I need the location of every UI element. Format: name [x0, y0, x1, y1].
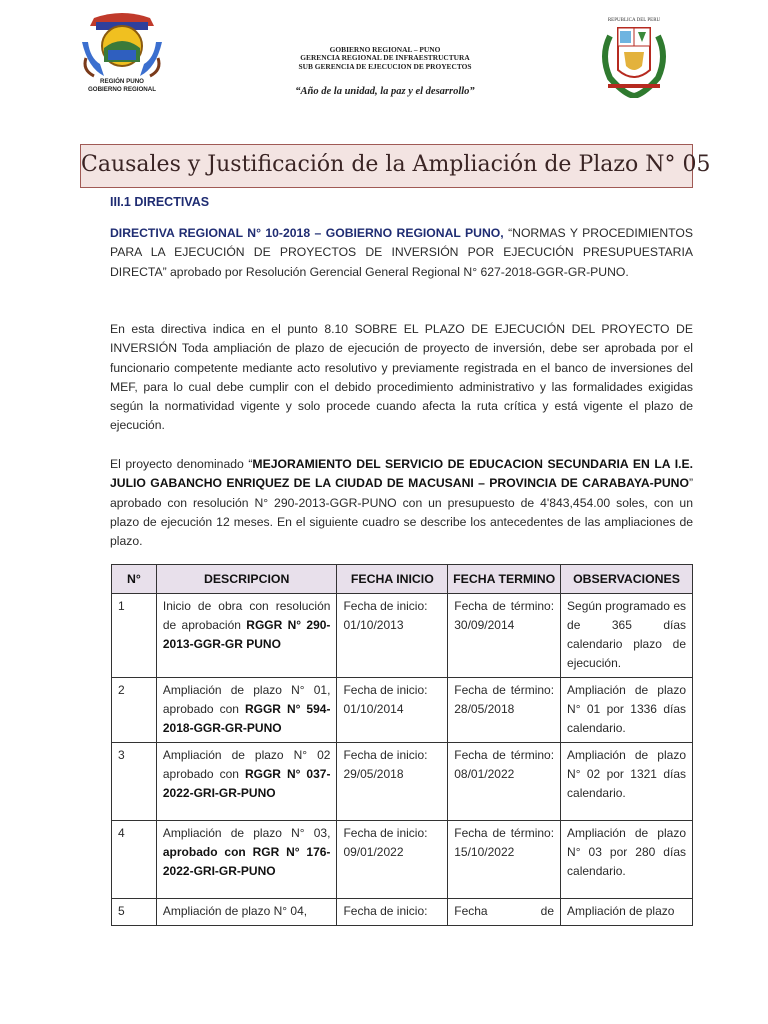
header-organization [200, 46, 570, 71]
cell-observaciones: Ampliación de plazo N° 03 por 280 días calendario. [561, 821, 693, 899]
cell-observaciones: Ampliación de plazo N° 01 por 1336 días calendario. [561, 678, 693, 743]
column-header-descripcion: DESCRIPCION [156, 565, 337, 594]
column-header-n: N° [112, 565, 157, 594]
cell-observaciones: Ampliación de plazo [561, 899, 693, 926]
cell-fecha-inicio: Fecha de inicio: [337, 899, 448, 926]
section-heading: III.1 DIRECTIVAS [110, 195, 210, 209]
cell-descripcion-text: Ampliación de plazo N° 02 aprobado con [162, 748, 331, 781]
paragraph-proyecto-post: ” aprobado con resolución N° 290-2013-GGR-PUNO con un presupuesto de 4'843,454.00 soles, con un plazo de ejecución 12 meses. En el siguiente cuadro se describe los antecedentes de las ampliaciones de plazo. [110, 476, 693, 549]
paragraph-punto-8-10: En esta directiva indica en el punto 8.10 SOBRE EL PLAZO DE EJECUCIÓN DEL PROYECTO DE INVERSIÓN Toda ampliación de plazo de ejecución de proyecto de inversión, debe ser aprobada por el funcionario competente mediante acto resolutivo y previamente registrada en el banco de inversiones del MEF, para lo cual debe cumplir con el debido procedimiento administrativo y las formalidades exigidas según la normatividad vigente y solo procede cuando afecta la ruta crítica y está vigente el plazo de ejecución. [110, 322, 693, 433]
column-header-observaciones: OBSERVACIONES [561, 565, 693, 594]
peru-coat-of-arms-icon [596, 12, 672, 98]
header-org-line2: GERENCIA REGIONAL DE INFRAESTRUCTURA [300, 53, 470, 63]
cell-descripcion-resolution: aprobado con RGR N° 176-2022-GRI-GR-PUNO [162, 845, 331, 878]
ampliaciones-table [111, 564, 693, 926]
cell-fecha-termino: Fecha de término: 30/09/2014 [448, 594, 561, 678]
cell-descripcion-resolution: RGGR N° 037-2022-GRI-GR-PUNO [162, 767, 331, 800]
paragraph-directiva-title: DIRECTIVA REGIONAL N° 10-2018 – GOBIERNO REGIONAL PUNO, [110, 226, 504, 240]
header-org-line1: GOBIERNO REGIONAL – PUNO [329, 45, 441, 54]
table-row [112, 743, 693, 821]
cell-observaciones: Según programado es de 365 días calendario plazo de ejecución. [561, 594, 693, 678]
paragraph-proyecto-name: MEJORAMIENTO DEL SERVICIO DE EDUCACION SECUNDARIA EN LA I.E. JULIO GABANCHO ENRIQUEZ DE LA CIUDAD DE MACUSANI – PROVINCIA DE CARABAYA-PUNO [110, 457, 693, 491]
paragraph-directiva-text: “NORMAS Y PROCEDIMIENTOS PARA LA EJECUCIÓN DE PROYECTOS DE INVERSIÓN POR EJECUCIÓN PRESUPUESTARIA DIRECTA” aprobado por Resolución Gerencial General Regional N° 627-2018-GGR-GR-PUNO. [110, 226, 694, 279]
title-banner [80, 144, 711, 188]
table-row [112, 678, 693, 743]
table-row [112, 594, 693, 678]
header-motto: “Año de la unidad, la paz y el desarrollo” [295, 86, 475, 97]
cell-fecha-termino: Fecha de [448, 899, 561, 926]
cell-fecha-inicio: Fecha de inicio: 01/10/2013 [337, 594, 448, 678]
cell-descripcion [156, 594, 337, 678]
cell-fecha-inicio: Fecha de inicio: 09/01/2022 [337, 821, 448, 899]
cell-descripcion [156, 899, 337, 926]
cell-descripcion-text: Ampliación de plazo N° 03, [162, 826, 331, 840]
cell-n: 4 [112, 821, 157, 899]
cell-fecha-termino: Fecha de término: 28/05/2018 [448, 678, 561, 743]
page-title: Causales y Justificación de la Ampliación de Plazo N° 05 [81, 152, 711, 177]
cell-fecha-termino: Fecha de término: 15/10/2022 [448, 821, 561, 899]
cell-descripcion-text: Inicio de obra con resolución de aprobación [162, 599, 331, 632]
cell-observaciones: Ampliación de plazo N° 02 por 1321 días calendario. [561, 743, 693, 821]
column-header-fecha-termino: FECHA TERMINO [448, 565, 561, 594]
cell-n: 3 [112, 743, 157, 821]
left-logo-caption-line1: REGIÓN PUNO [99, 78, 144, 85]
cell-descripcion-text: Ampliación de plazo N° 01, aprobado con [162, 683, 331, 716]
table-row [112, 899, 693, 926]
cell-descripcion [156, 743, 337, 821]
cell-descripcion-text: Ampliación de plazo N° 04, [162, 904, 308, 918]
cell-n: 2 [112, 678, 157, 743]
coat-of-arms-lettering: REPUBLICA DEL PERU [607, 18, 661, 23]
cell-n: 5 [112, 899, 157, 926]
cell-descripcion [156, 821, 337, 899]
cell-n: 1 [112, 594, 157, 678]
header-org-line3: SUB GERENCIA DE EJECUCION DE PROYECTOS [298, 61, 472, 71]
table-row [112, 821, 693, 899]
cell-descripcion [156, 678, 337, 743]
cell-fecha-inicio: Fecha de inicio: 29/05/2018 [337, 743, 448, 821]
cell-fecha-termino: Fecha de término: 08/01/2022 [448, 743, 561, 821]
cell-fecha-inicio: Fecha de inicio: 01/10/2014 [337, 678, 448, 743]
left-logo-caption [74, 78, 170, 94]
column-header-fecha-inicio: FECHA INICIO [337, 565, 448, 594]
table-header-row [112, 565, 693, 594]
cell-descripcion-resolution: RGGR N° 594-2018-GGR-GR-PUNO [162, 702, 331, 735]
paragraph-proyecto [110, 455, 693, 551]
left-logo-caption-line2: GOBIERNO REGIONAL [87, 86, 157, 93]
paragraph-proyecto-pre: El proyecto denominado “ [110, 457, 253, 471]
paragraph-directiva [110, 224, 693, 282]
cell-descripcion-resolution: RGGR N° 290-2013-GGR-GR PUNO [162, 618, 331, 651]
